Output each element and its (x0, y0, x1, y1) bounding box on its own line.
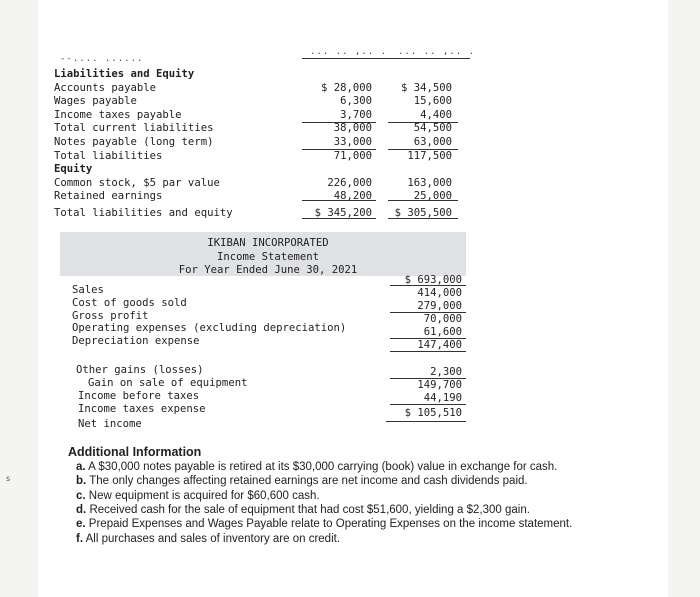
bs-label-equity: Equity (54, 163, 93, 176)
item-d-letter: d. (76, 504, 87, 516)
is-value-depreciation: 61,600 (423, 326, 462, 338)
balance-sheet-column-1 (312, 68, 372, 221)
bs-c1-row-0 (312, 68, 372, 82)
income-statement-title-block (168, 237, 368, 278)
header-dashes: --.... ...... (60, 54, 144, 64)
bs-c2-total-current-liabilities: 54,500 (413, 122, 452, 135)
bs-label-total-liabilities-equity: Total liabilities and equity (54, 206, 233, 219)
document-page (38, 0, 668, 597)
additional-item-a (76, 461, 557, 475)
header-rule (302, 58, 470, 59)
bs-c2-row-0 (392, 68, 452, 82)
rule-is-taxes (390, 404, 466, 405)
item-e-letter: e. (76, 518, 86, 530)
rule-c2-grand-total (388, 218, 458, 219)
is-label-cogs: Cost of goods sold (72, 297, 187, 309)
bs-c1-accounts-payable: $ 28,000 (320, 81, 372, 94)
bs-label-wages-payable: Wages payable (54, 95, 137, 108)
rule-is-gain (390, 378, 466, 379)
is-label-depreciation: Depreciation expense (72, 335, 200, 347)
is-label-gross-profit: Gross profit (72, 310, 149, 322)
is-value-income-taxes-expense: 44,190 (423, 392, 462, 404)
bs-c2-common-stock: 163,000 (407, 176, 452, 189)
bs-label-total-current-liabilities: Total current liabilities (54, 122, 214, 135)
statement-title: Income Statement (216, 250, 320, 263)
is-value-gross-profit: 279,000 (417, 300, 462, 312)
item-c-text: New equipment is acquired for $60,600 cash. (88, 490, 320, 502)
rule-c1-grand-total (302, 218, 376, 219)
item-b-text: The only changes affecting retained earnings are net income and cash dividends paid. (89, 475, 528, 487)
bs-c2-wages-payable: 15,600 (413, 95, 452, 108)
is-label-net-income: Net income (78, 418, 142, 430)
rule-c2-equity (388, 200, 458, 201)
is-label-sales: Sales (72, 284, 104, 296)
bs-c2-notes-payable: 63,000 (413, 135, 452, 148)
is-label-other-gains: Other gains (losses) (76, 364, 204, 376)
bs-label-notes-payable: Notes payable (long term) (54, 135, 214, 148)
rule-is-sales (390, 285, 466, 286)
column-1-header: ... .. ,.. . (310, 47, 388, 57)
is-value-operating-expenses: 70,000 (423, 313, 462, 325)
item-f-text: All purchases and sales of inventory are on credit. (85, 533, 341, 545)
bs-c1-common-stock: 226,000 (327, 176, 372, 189)
balance-sheet-labels (54, 68, 233, 221)
item-d-text: Received cash for the sale of equipment that had cost $51,600, yielding a $2,300 gain. (89, 504, 530, 516)
bs-c1-row-7 (312, 163, 372, 177)
item-a-text: A $30,000 notes payable is retired at its $30,000 carrying (book) value in exchange for cash. (88, 461, 558, 473)
bs-label-accounts-payable: Accounts payable (54, 81, 157, 94)
bs-label-common-stock: Common stock, $5 par value (54, 176, 220, 189)
bs-c2-total-liabilities: 117,500 (407, 149, 452, 162)
is-value-op-income: 147,400 (417, 339, 462, 351)
item-b-letter: b. (76, 475, 87, 487)
item-a-letter: a. (76, 461, 86, 473)
rule-c1-total-liab (302, 149, 376, 150)
bs-c1-retained-earnings: 48,200 (333, 190, 372, 203)
rule-is-expenses (390, 338, 466, 339)
rule-c1-equity (302, 200, 376, 201)
item-c-letter: c. (76, 490, 86, 502)
additional-item-e (76, 518, 572, 532)
bs-c1-wages-payable: 6,300 (340, 95, 372, 108)
additional-item-c (76, 490, 320, 504)
company-name: IKIBAN INCORPORATED (207, 237, 329, 249)
additional-item-d (76, 504, 530, 518)
bs-c1-total-liabilities: 71,000 (333, 149, 372, 162)
column-2-header: ... .. ,.. . (398, 47, 476, 57)
item-e-text: Prepaid Expenses and Wages Payable relate to Operating Expenses on the income statement. (88, 518, 573, 530)
is-value-net-income: $ 105,510 (404, 407, 462, 419)
rule-is-net-income (386, 421, 466, 422)
bs-c2-row-7 (392, 163, 452, 177)
rule-c2-total-liab (388, 149, 458, 150)
bs-c1-income-taxes-payable: 3,700 (340, 108, 372, 121)
rule-c2-subtotal (388, 122, 458, 123)
bs-c2-total-liabilities-equity: $ 305,500 (394, 206, 452, 219)
is-label-income-before-taxes: Income before taxes (78, 390, 200, 402)
bs-c2-accounts-payable: $ 34,500 (400, 81, 452, 94)
is-value-income-before-taxes: 149,700 (417, 379, 462, 391)
statement-period: For Year Ended June 30, 2021 (178, 264, 358, 277)
bs-label-total-liabilities: Total liabilities (54, 149, 163, 162)
additional-item-b (76, 475, 528, 489)
is-value-cogs: 414,000 (417, 287, 462, 299)
is-value-gain-on-sale: 2,300 (430, 366, 462, 378)
rule-is-op-income (390, 351, 466, 352)
is-label-operating-expenses: Operating expenses (excluding depreciation) (72, 322, 347, 334)
bs-label-income-taxes-payable: Income taxes payable (54, 108, 182, 121)
bs-label-retained-earnings: Retained earnings (54, 190, 163, 203)
bs-label-liabilities-equity: Liabilities and Equity (54, 68, 195, 80)
is-label-income-taxes-expense: Income taxes expense (78, 403, 206, 415)
bs-c1-notes-payable: 33,000 (333, 135, 372, 148)
bs-c1-total-current-liabilities: 38,000 (333, 122, 372, 135)
additional-item-f (76, 533, 340, 547)
rule-is-gross (390, 312, 466, 313)
bs-c2-retained-earnings: 25,000 (413, 190, 452, 203)
item-f-letter: f. (76, 533, 84, 545)
balance-sheet-column-2 (392, 68, 452, 221)
is-label-gain-on-sale: Gain on sale of equipment (88, 377, 248, 389)
rule-c1-subtotal (302, 122, 376, 123)
additional-info-title: Additional Information (68, 445, 202, 459)
bs-c2-income-taxes-payable: 4,400 (420, 108, 452, 121)
bs-c1-total-liabilities-equity: $ 345,200 (314, 206, 372, 219)
page-edge-mark: s (6, 474, 11, 483)
is-value-sales: $ 693,000 (404, 274, 462, 286)
